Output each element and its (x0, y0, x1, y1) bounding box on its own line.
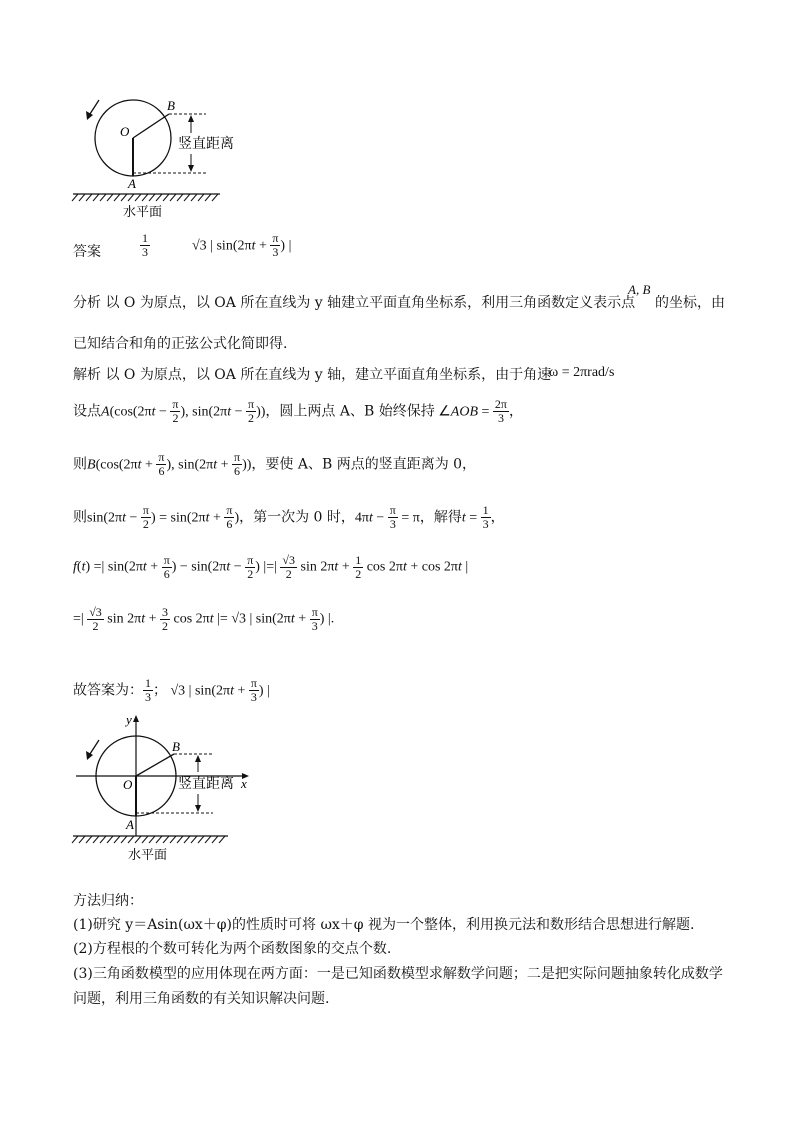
answer-label: 答案 (73, 244, 101, 260)
radius-OB (133, 114, 169, 138)
arrowhead-up-icon (195, 755, 201, 762)
label-B: B (172, 739, 180, 754)
label-x: x (241, 776, 247, 791)
final-answer: 故答案为： $\frac{1}{3}$ ； √3 | sin(2πt + $\frac{\pi}{3}$ ) | (73, 676, 270, 704)
label-O: O (120, 124, 130, 139)
label-ground: 水平面 (128, 848, 168, 863)
solution-omega: ω = 2πrad/s (549, 365, 615, 380)
rotation-arrowhead-icon (86, 111, 93, 120)
method-item-2: (2)方程根的个数可转化为两个函数图象的交点个数. (73, 941, 392, 957)
radius-OB (136, 754, 174, 776)
figure-wheel (68, 88, 258, 228)
label-vertical-distance: 竖直距离 (178, 136, 234, 152)
solution-f-line2: =| $\frac{√3}{2}$ sin 2πt + $\frac{3}{2}$ cos 2πt |= √3 | sin(2πt + $\frac{\pi}{3}$ ) |. (73, 605, 335, 633)
label-y: y (126, 712, 132, 727)
ground-hatching (72, 836, 225, 843)
ground-hatching (72, 194, 218, 201)
method-title: 方法归纳： (73, 893, 143, 909)
solution-line4: 则sin(2πt − $\frac{\pi}{2}$ ) = sin(2πt + $\frac{\pi}{6}$ )，第一次为 0 时，4πt − $\frac{\pi}{3}$ = π，解得t = $\frac{1}{3}$ ， (73, 503, 505, 531)
label-O: O (123, 777, 133, 792)
solution-line1: 解析 以 O 为原点，以 OA 所在直线为 y 轴，建立平面直角坐标系，由于角速 (73, 367, 552, 383)
rotation-arrowhead-icon (86, 751, 93, 760)
solution-line3: 则B(cos(2πt + $\frac{\pi}{6}$ ), sin(2πt + $\frac{\pi}{6}$ ))，要使 A、B 两点的竖直距离为 0， (73, 450, 477, 478)
label-A: A (126, 817, 134, 832)
answer-second: √3 | sin(2πt + $\frac{\pi}{3}$ ) | (192, 231, 292, 259)
method-item-3a: (3)三角函数模型的应用体现在两方面：一是已知函数模型求解数学问题；二是把实际问题抽象转化成数学 (73, 966, 723, 982)
label-A: A (128, 176, 136, 191)
label-vertical-distance: 竖直距离 (178, 776, 234, 792)
arrowhead-down-icon (188, 165, 194, 172)
figure-wheel-coordinates (68, 706, 268, 866)
solution-line2: 设点A(cos(2πt − $\frac{\pi}{2}$ ), sin(2πt − $\frac{\pi}{2}$ ))，圆上两点 A、B 始终保持 ∠AOB = $\frac{2\pi}{3}$ ， (73, 397, 523, 425)
analysis-line1: 分析 以 O 为原点，以 OA 所在直线为 y 轴建立平面直角坐标系，利用三角函数定义表示点 (73, 295, 636, 311)
solution-f-line1: f(t) =| sin(2πt + $\frac{\pi}{6}$ ) − sin(2πt − $\frac{\pi}{2}$ ) |=| $\frac{√3}{2}$ sin 2πt + $\frac{1}{2}$ cos 2πt + cos 2πt | (73, 553, 469, 581)
analysis-points: A, B (628, 282, 651, 297)
label-B: B (167, 98, 175, 113)
label-ground: 水平面 (123, 205, 163, 220)
answer-first: $\frac{1}{3}$ (142, 231, 148, 259)
arrowhead-down-icon (195, 805, 201, 812)
arrowhead-up-icon (188, 115, 194, 122)
y-axis-arrow-icon (133, 715, 139, 722)
analysis-line2: 已知结合和角的正弦公式化简即得. (73, 336, 288, 352)
method-item-3b: 问题，利用三角函数的有关知识解决问题. (73, 991, 330, 1007)
analysis-line1-end: 的坐标，由 (655, 295, 725, 311)
method-item-1: (1)研究 y＝Asin(ωx＋φ)的性质时可将 ωx＋φ 视为一个整体，利用换元法和数形结合思想进行解题. (73, 917, 695, 933)
